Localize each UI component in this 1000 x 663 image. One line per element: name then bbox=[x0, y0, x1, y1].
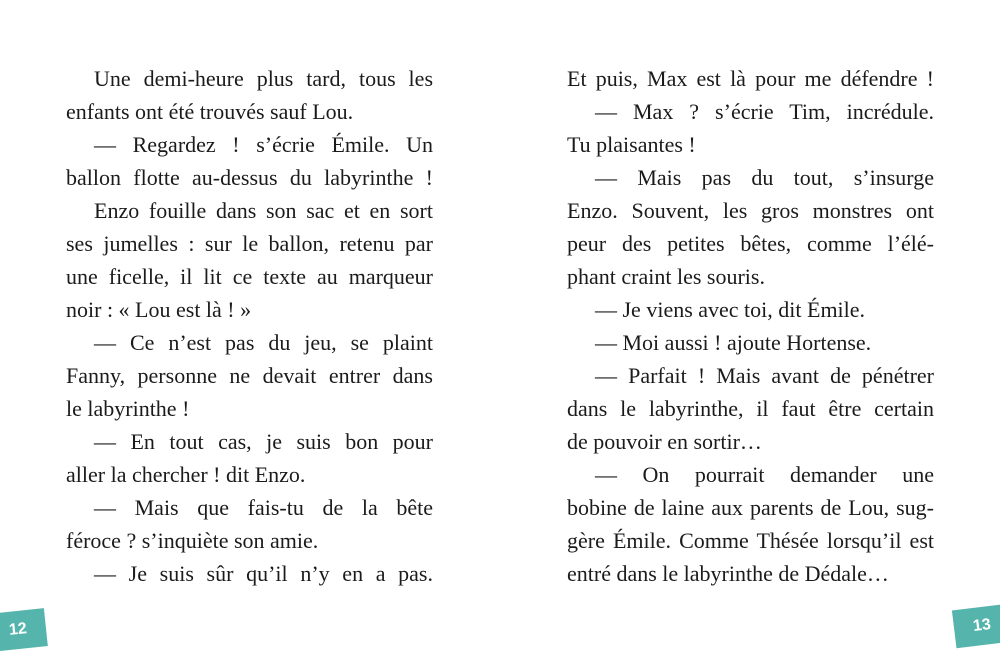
text-line: féroce ? s’inquiète son amie. bbox=[66, 528, 319, 553]
text-line: — Regardez ! s’écrie Émile. Un bbox=[94, 132, 433, 157]
text-line: — On pourrait demander une bbox=[595, 462, 934, 487]
text-line: bobine de laine aux parents de Lou, sug- bbox=[567, 495, 934, 520]
text-line: ballon flotte au-dessus du labyrinthe ! bbox=[66, 165, 433, 190]
text-line: entré dans le labyrinthe de Dédale… bbox=[567, 561, 889, 586]
text-line: une ficelle, il lit ce texte au marqueur bbox=[66, 264, 433, 289]
text-line: — Moi aussi ! ajoute Hortense. bbox=[595, 330, 872, 355]
text-line: Une demi-heure plus tard, tous les bbox=[94, 66, 433, 91]
text-line: Tu plaisantes ! bbox=[567, 132, 696, 157]
text-line: Fanny, personne ne devait entrer dans bbox=[66, 363, 433, 388]
text-line: — En tout cas, je suis bon pour bbox=[94, 429, 433, 454]
text-line: — Mais que fais-tu de la bête bbox=[94, 495, 433, 520]
text-line: — Mais pas du tout, s’insurge bbox=[595, 165, 934, 190]
text-line: Enzo. Souvent, les gros monstres ont bbox=[567, 198, 934, 223]
text-line: Et puis, Max est là pour me défendre ! bbox=[567, 66, 934, 91]
text-line: — Je suis sûr qu’il n’y en a pas. bbox=[94, 561, 433, 586]
text-line: — Max ? s’écrie Tim, incrédule. bbox=[595, 99, 934, 124]
text-line: — Ce n’est pas du jeu, se plaint bbox=[94, 330, 433, 355]
page-number-badge-right bbox=[952, 604, 1000, 649]
text-line: — Parfait ! Mais avant de pénétrer bbox=[595, 363, 934, 388]
text-line: peur des petites bêtes, comme l’élé- bbox=[567, 231, 934, 256]
text-line: ses jumelles : sur le ballon, retenu par bbox=[66, 231, 433, 256]
left-page-text-column bbox=[66, 62, 433, 590]
text-line: — Je viens avec toi, dit Émile. bbox=[595, 297, 866, 322]
text-line: de pouvoir en sortir… bbox=[567, 429, 762, 454]
text-line: enfants ont été trouvés sauf Lou. bbox=[66, 99, 354, 124]
right-page-text-column bbox=[567, 62, 934, 590]
text-line: gère Émile. Comme Thésée lorsqu’il est bbox=[567, 528, 934, 553]
text-line: dans le labyrinthe, il faut être certain bbox=[567, 396, 934, 421]
page-number-badge-left bbox=[0, 608, 48, 652]
page-number-left: 12 bbox=[8, 620, 28, 639]
text-line: Enzo fouille dans son sac et en sort bbox=[94, 198, 433, 223]
page-number-right: 13 bbox=[972, 615, 992, 636]
text-line: phant craint les souris. bbox=[567, 264, 765, 289]
text-line: aller la chercher ! dit Enzo. bbox=[66, 462, 306, 487]
text-line: noir : « Lou est là ! » bbox=[66, 297, 252, 322]
text-line: le labyrinthe ! bbox=[66, 396, 190, 421]
